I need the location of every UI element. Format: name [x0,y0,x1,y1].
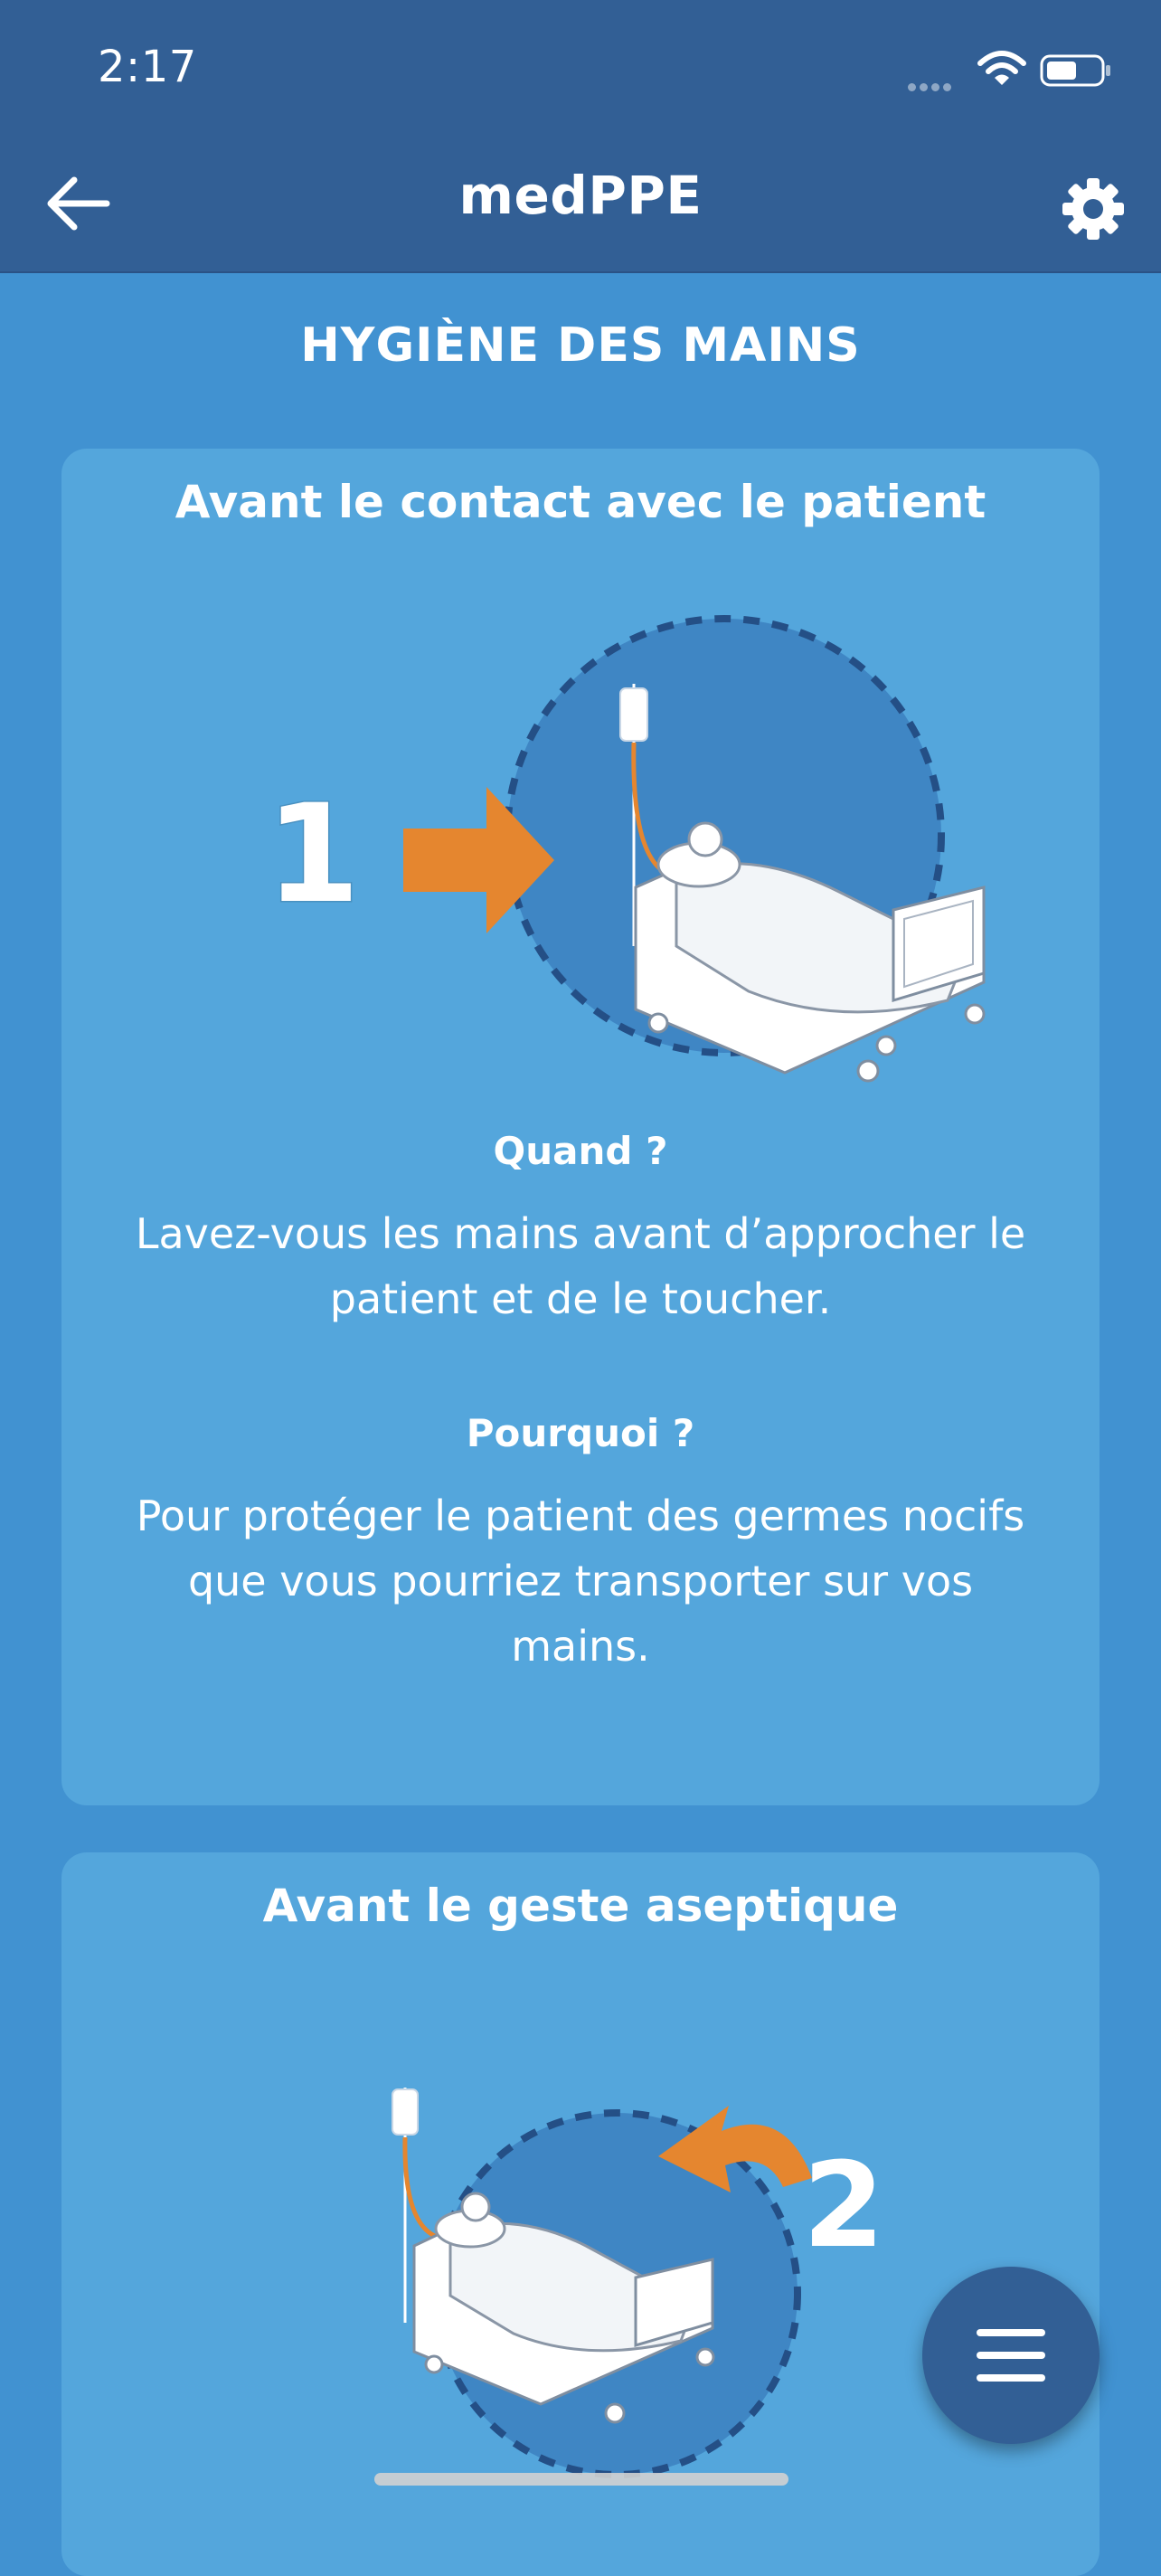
step-number: 1 [265,776,361,933]
wifi-icon [977,49,1027,89]
page-title: HYGIÈNE DES MAINS [300,318,861,373]
gear-icon [1061,176,1126,242]
patient-bed-illustration [206,602,1002,1091]
info-card-before-patient-contact [61,449,1100,1805]
status-time: 2:17 [98,42,197,92]
when-heading: Quand ? [493,1129,668,1173]
step-number: 2 [802,2136,885,2274]
cellular-signal-icon [908,78,955,95]
why-text: Pour protéger le patient des germes nocifs que vous pourriez transporter sur vos mains. [136,1492,1025,1671]
when-text: Lavez-vous les mains avant d’approcher le patient et de le toucher. [135,1209,1026,1323]
home-indicator[interactable] [374,2473,788,2486]
menu-icon [975,2327,1047,2383]
info-card-before-aseptic-task [61,1852,1100,2576]
battery-icon [1040,52,1112,89]
app-title: medPPE [458,165,703,226]
app-header [0,0,1161,273]
why-heading: Pourquoi ? [466,1411,695,1455]
card-title: Avant le contact avec le patient [175,476,986,528]
settings-button[interactable] [1052,168,1134,250]
patient-bed-illustration [278,2051,966,2522]
menu-button[interactable] [922,2267,1100,2444]
card-title: Avant le geste aseptique [262,1880,899,1932]
